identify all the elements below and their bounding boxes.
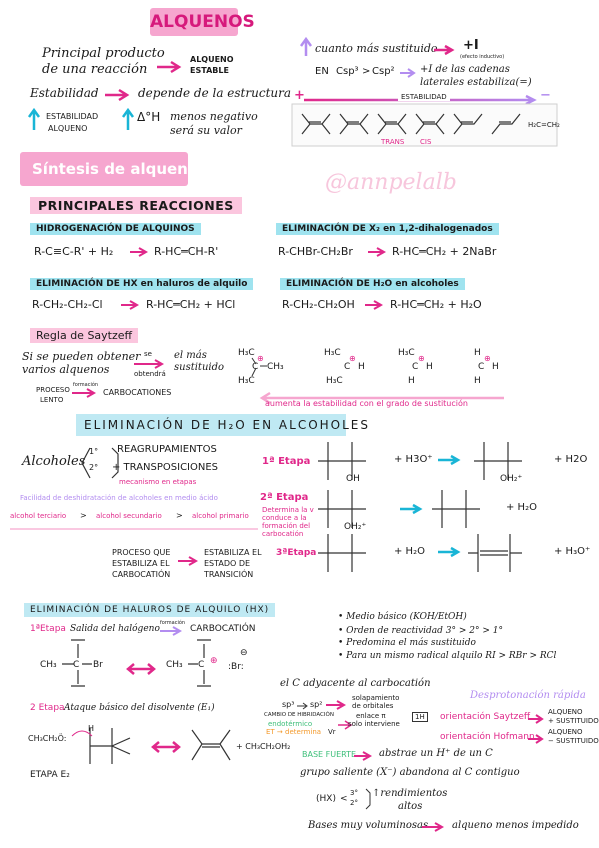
cc2-h3c2: H₃C bbox=[326, 376, 343, 386]
etapa2-right-struct bbox=[432, 488, 502, 532]
sust-text: cuanto más sustituido bbox=[315, 42, 438, 55]
sp2-arrow-icon bbox=[324, 700, 350, 710]
hx-etapa1-arrow-icon bbox=[158, 626, 186, 636]
etapa3-right-struct bbox=[468, 532, 548, 576]
orient-s-arrow-icon bbox=[526, 714, 548, 724]
hx-carbocation-adj: el C adyacente al carbocatión bbox=[280, 678, 431, 689]
stability-result: depende de la estructura bbox=[138, 86, 292, 100]
process-stabilize-arrow-icon bbox=[176, 556, 202, 566]
hx-ch3-left: CH₃ bbox=[40, 660, 57, 670]
etapa2-label: 2ª Etapa bbox=[260, 492, 309, 503]
synthesis-title: Síntesis de alquenos bbox=[20, 152, 188, 186]
base-arrow-icon bbox=[352, 751, 376, 761]
tert-label: alcohol terciario bbox=[10, 512, 67, 520]
cc1-ch3: CH₃ bbox=[267, 362, 284, 372]
cc3-h3c: H₃C bbox=[398, 348, 415, 358]
saytzeff-arrow-top: se bbox=[144, 350, 152, 358]
saytzeff-text1: Si se pueden obtener bbox=[22, 350, 141, 363]
orient-h-arrow-icon bbox=[526, 734, 548, 744]
elimhx-eq-right: R-HC═CH₂ + HCl bbox=[146, 298, 236, 311]
etapa1-h3o: + H3O⁺ bbox=[394, 454, 433, 465]
hx-plus: ⊕ bbox=[210, 656, 218, 666]
bullet-text: Predomina el más sustituido bbox=[346, 638, 476, 648]
csp-arrow-icon bbox=[398, 68, 420, 78]
etapa3-h3o: + H₃O⁺ bbox=[554, 546, 591, 557]
hx-bullet-1: • Medio básico (KOH/EtOH) bbox=[338, 612, 467, 622]
bar-label: ESTABILIDAD bbox=[398, 93, 450, 101]
etapa2-oh2: OH₂⁺ bbox=[344, 522, 367, 532]
process-lento-2: LENTO bbox=[40, 396, 64, 404]
arrow-left-2: ALQUENO bbox=[48, 124, 88, 133]
etapa3-h2o: + H₂O bbox=[394, 546, 425, 557]
hx-orient-h-r1: ALQUENO bbox=[548, 728, 583, 736]
sec-label: alcohol secundario bbox=[96, 512, 162, 520]
cc4-c: C bbox=[478, 362, 485, 372]
hx-bullet-4: • Para un mismo radical alquilo RI > RBr > RCl bbox=[338, 651, 557, 661]
hx-enlace2: solo interviene bbox=[348, 720, 400, 728]
principal-title: PRINCIPALES REACCIONES bbox=[30, 197, 242, 214]
saytzeff-title: Regla de Saytzeff bbox=[30, 328, 138, 343]
cc1-bonds bbox=[248, 356, 272, 380]
cc4-h3: H bbox=[474, 376, 481, 386]
up-arrow-icon bbox=[28, 108, 40, 130]
cc4-h2: H bbox=[492, 362, 499, 372]
etapa3-label: 3ªEtapa bbox=[276, 548, 317, 558]
reaction-arrow-icon bbox=[128, 247, 152, 257]
bar-plus: + bbox=[294, 88, 305, 103]
stability-increase-text: aumenta la estabilidad con el grado de sustitución bbox=[265, 399, 468, 408]
elimx2-eq-right: R-HC═CH₂ + 2NaBr bbox=[392, 245, 497, 258]
hx-endo: endotérmico bbox=[268, 720, 313, 728]
hx-bullet-3: • Predomina el más sustituido bbox=[338, 638, 476, 648]
cc1-plus: ⊕ bbox=[257, 354, 264, 363]
gt-a: > bbox=[80, 511, 87, 520]
ethene: H₂C=CH₂ bbox=[528, 121, 560, 129]
cc4-plus: ⊕ bbox=[484, 354, 491, 363]
hx-plus-ethanol: + CH₃CH₂OH₂ bbox=[236, 742, 291, 751]
up-arrow-icon bbox=[122, 108, 134, 130]
etapa2-note2: conduce a la bbox=[262, 514, 307, 522]
hydro-eq-right: R-HC═CH-R' bbox=[154, 245, 219, 258]
hx-etapa1: 1ªEtapa bbox=[30, 624, 66, 634]
etapa1-h2o: + H2O bbox=[554, 454, 588, 465]
cc3-h: H bbox=[426, 362, 433, 372]
etapa2-note3: formación del bbox=[262, 522, 311, 530]
intro-arrow-icon bbox=[155, 60, 185, 74]
hx-sp3: sp³ bbox=[282, 700, 295, 709]
delta-h: Δ°H bbox=[137, 110, 161, 124]
saytzeff-result1: el más bbox=[174, 350, 207, 361]
csp3-label: Csp³ bbox=[336, 66, 359, 77]
hx-solap1: solapamiento bbox=[352, 694, 400, 702]
hx-minus: ⊖ bbox=[240, 648, 248, 658]
mech-label: mecanismo en etapas bbox=[119, 478, 197, 486]
hx-etapa1-arrow-label: formación bbox=[160, 620, 186, 626]
hydro-title: HIDROGENACIÓN DE ALQUINOS bbox=[30, 223, 201, 235]
hx-orient-h: orientación Hofmann bbox=[440, 732, 535, 742]
bullet-text: Para un mismo radical alquilo RI > RBr > RCl bbox=[346, 651, 557, 661]
cc2-h: H bbox=[358, 362, 365, 372]
hx-3deg: 3° bbox=[350, 789, 358, 797]
hx-bullet-2: • Orden de reactividad 3° > 2° > 1° bbox=[338, 626, 503, 636]
hx-vr: Vr bbox=[328, 728, 336, 736]
page-title: ALQUENOS bbox=[150, 8, 238, 36]
elimx2-eq-left: R-CHBr-CH₂Br bbox=[278, 245, 353, 258]
hx-alkene-struct bbox=[188, 726, 234, 766]
hx-orient-h-r2: − SUSTITUIDO bbox=[548, 737, 599, 745]
transp-label: + TRANSPOSICIONES bbox=[112, 462, 219, 473]
saytzeff-arrow-icon bbox=[132, 359, 168, 369]
label-cis: CIS bbox=[420, 138, 432, 146]
hx-bulky-result: alqueno menos impedido bbox=[452, 820, 579, 831]
etapa1-label: 1ª Etapa bbox=[262, 456, 311, 467]
hx-base-text: abstrae un H⁺ de un C bbox=[379, 748, 493, 759]
cc2-c: C bbox=[344, 362, 351, 372]
saytzeff-result2: sustituido bbox=[174, 362, 224, 373]
intro-line1: Principal producto bbox=[42, 46, 165, 61]
hx-br-anion: :Br: bbox=[228, 662, 244, 672]
hx-ch3-right: CH₃ bbox=[166, 660, 183, 670]
hx-et: ET → determina bbox=[266, 728, 322, 736]
hx-yields2: altos bbox=[398, 801, 423, 812]
elimhx-title: ELIMINACIÓN DE HX en haluros de alquilo bbox=[30, 278, 253, 290]
hx-base: BASE FUERTE bbox=[302, 750, 357, 759]
etapa1-oh2: OH₂⁺ bbox=[500, 474, 523, 484]
saytzeff-arrow-bottom: obtendrá bbox=[134, 370, 166, 378]
stab-b: ESTADO DE bbox=[204, 559, 251, 568]
elimhx-eq-left: R-CH₂-CH₂-Cl bbox=[32, 298, 103, 311]
cc2-plus: ⊕ bbox=[349, 354, 356, 363]
etapa2-arrow-icon bbox=[398, 504, 426, 514]
bullet-text: Medio básico (KOH/EtOH) bbox=[346, 612, 467, 622]
watermark: @annpelalb bbox=[325, 170, 457, 195]
cc3-c: C bbox=[412, 362, 419, 372]
hx-ethoxide: CH₃CH₂Ö: bbox=[28, 734, 67, 743]
etapa1-arrow-icon bbox=[436, 455, 464, 465]
process-arrow-label: formación bbox=[73, 382, 99, 388]
hx-etapa2-text: Ataque básico del disolvente (E₁) bbox=[64, 703, 215, 713]
intro-result1: ALQUENO bbox=[190, 55, 234, 64]
hx-etapa1-text: Salida del halógeno bbox=[70, 624, 160, 634]
hx-double-arrow-icon bbox=[125, 662, 157, 676]
etapa1-oh: OH bbox=[346, 474, 360, 484]
ease-text: Facilidad de deshidratación de alcoholes en medio ácido bbox=[20, 494, 218, 502]
hx-leaving: grupo saliente (X⁻) abandona al C contiguo bbox=[300, 767, 520, 778]
cc2-h3c: H₃C bbox=[324, 348, 341, 358]
up-arrow-icon bbox=[300, 38, 312, 56]
process-a: PROCESO QUE bbox=[112, 548, 171, 557]
csp2-label: Csp² bbox=[372, 66, 395, 77]
cc3-h2: H bbox=[408, 376, 415, 386]
sp-arrow-icon bbox=[296, 702, 310, 710]
gt-b: > bbox=[176, 511, 183, 520]
gt-label: > bbox=[362, 66, 371, 77]
plus-i: +I bbox=[463, 38, 479, 53]
etapa2-h2o: + H₂O bbox=[506, 502, 537, 513]
bulky-arrow-icon bbox=[420, 822, 448, 832]
process-b: ESTABILIZA EL bbox=[112, 559, 170, 568]
hx-bulky: Bases muy voluminosas bbox=[308, 820, 429, 831]
etapa2-note4: carbocatión bbox=[262, 530, 304, 538]
process-lento-1: PROCESO bbox=[36, 386, 70, 394]
hx-c-right: C bbox=[198, 660, 205, 670]
hx-enlace1: enlace π bbox=[356, 712, 386, 720]
stab-c: TRANSICIÓN bbox=[204, 570, 254, 579]
csp-result1: +I de las cadenas bbox=[420, 64, 510, 75]
intro-line2: de una reacción bbox=[42, 62, 148, 77]
etapa3-arrow-icon bbox=[436, 547, 464, 557]
label-trans: TRANS bbox=[381, 138, 405, 146]
stability-arrow-icon bbox=[103, 88, 133, 102]
hx-2deg: 2° bbox=[350, 799, 358, 807]
hx-etapa2: 2 Etapa bbox=[30, 703, 65, 713]
bar-minus: − bbox=[540, 88, 551, 103]
dh-text2: será su valor bbox=[170, 124, 242, 137]
elimh2o-eq-right: R-HC═CH₂ + H₂O bbox=[390, 298, 482, 311]
hx-bracket-icon bbox=[364, 788, 372, 810]
hx-yields1: ↑rendimientos bbox=[372, 788, 448, 799]
dh-text1: menos negativo bbox=[170, 110, 258, 123]
reaction-arrow-icon bbox=[366, 247, 390, 257]
hx-one-h: 1H bbox=[412, 712, 428, 722]
cc1-c: C bbox=[252, 362, 259, 372]
process-c: CARBOCATIÓN bbox=[112, 570, 171, 579]
hx-orient-s-r2: + SUSTITUIDO bbox=[548, 717, 599, 725]
hx-br: Br bbox=[93, 660, 103, 670]
etapa3-left-struct bbox=[318, 532, 388, 576]
hx-hyb-change: CAMBIO DE HIBRIDACIÓN bbox=[264, 712, 334, 718]
csp-result2: laterales estabiliza(=) bbox=[420, 77, 532, 88]
reag-label: REAGRUPAMIENTOS bbox=[117, 444, 217, 455]
sust-arrow-icon bbox=[432, 44, 458, 56]
degree-2: 2° bbox=[89, 463, 99, 472]
hx-orient-s: orientación Saytzeff bbox=[440, 712, 531, 722]
arrow-left-1: ESTABILIDAD bbox=[46, 112, 99, 121]
hx-c-left: C bbox=[73, 660, 80, 670]
hx-etapa1-result: CARBOCATIÓN bbox=[190, 624, 256, 634]
hx-e2-double-arrow-icon bbox=[150, 740, 182, 754]
plus-i-note: (efecto inductivo) bbox=[460, 54, 505, 60]
hx-sp2: sp² bbox=[310, 700, 323, 709]
bullet-text: Orden de reactividad 3° > 2° > 1° bbox=[346, 626, 503, 636]
reaction-arrow-icon bbox=[363, 300, 387, 310]
hx-solap2: de orbitales bbox=[352, 702, 394, 710]
hx-e2-struct bbox=[72, 724, 142, 768]
hx-etapa-e2: ETAPA E₂ bbox=[30, 770, 70, 780]
elimh2o-title: ELIMINACIÓN DE H₂O en alcoholes bbox=[280, 278, 465, 290]
process-arrow-icon bbox=[70, 388, 100, 398]
hx-e2-h: H bbox=[88, 724, 95, 733]
hx-lt: < bbox=[340, 794, 348, 804]
etapa2-note1: Determina la v bbox=[262, 506, 314, 514]
alcohols-label: Alcoholes bbox=[22, 454, 86, 469]
intro-result2: ESTABLE bbox=[190, 66, 229, 75]
elimx2-title: ELIMINACIÓN DE X₂ en 1,2-dihalogenados bbox=[276, 223, 499, 235]
hx-hx: (HX) bbox=[316, 794, 336, 804]
cc1-h3c: H₃C bbox=[238, 348, 255, 358]
en-label: EN bbox=[315, 66, 329, 77]
cc3-plus: ⊕ bbox=[418, 354, 425, 363]
carbocations-label: CARBOCATIONES bbox=[103, 388, 172, 397]
cc1-h3c2: H₃C bbox=[238, 376, 255, 386]
ease-line bbox=[8, 524, 268, 534]
stab-a: ESTABILIZA EL bbox=[204, 548, 262, 557]
stability-label: Estabilidad bbox=[30, 86, 99, 100]
hx-title: ELIMINACIÓN DE HALUROS DE ALQUILO (HX) bbox=[24, 603, 275, 617]
saytzeff-text2: varios alquenos bbox=[22, 363, 110, 376]
cc4-h: H bbox=[474, 348, 481, 358]
prim-label: alcohol primario bbox=[192, 512, 249, 520]
reaction-arrow-icon bbox=[119, 300, 143, 310]
elimh2o-eq-left: R-CH₂-CH₂OH bbox=[282, 298, 355, 311]
h2o-title: ELIMINACIÓN DE H₂O EN ALCOHOLES bbox=[84, 418, 371, 432]
hx-orient-s-r1: ALQUENO bbox=[548, 708, 583, 716]
degree-1: 1° bbox=[89, 447, 99, 456]
hydro-eq-left: R-C≡C-R' + H₂ bbox=[34, 245, 114, 258]
hx-deprot: Desprotonación rápida bbox=[470, 690, 586, 701]
